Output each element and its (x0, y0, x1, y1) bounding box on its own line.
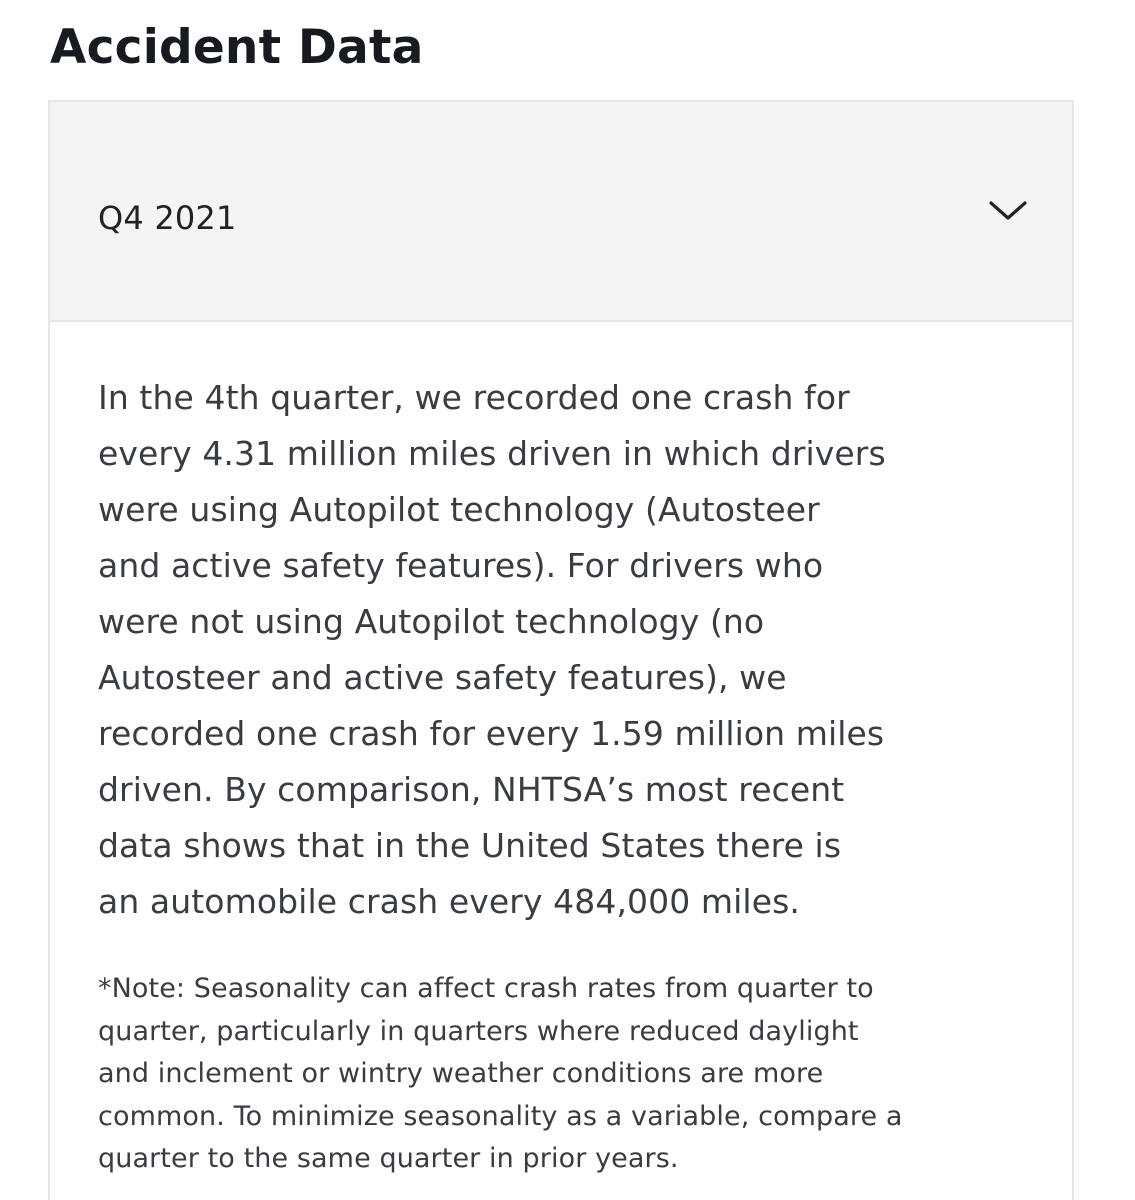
seasonality-note (98, 968, 1038, 1181)
paragraph-line: data shows that in the United States there is (98, 826, 842, 865)
quarter-select[interactable] (50, 102, 1072, 322)
paragraph-line: were using Autopilot technology (Autosteer (98, 490, 820, 529)
paragraph-line: and active safety features). For drivers who (98, 546, 824, 585)
note-line: quarter to the same quarter in prior years. (98, 1143, 679, 1174)
paragraph-line: recorded one crash for every 1.59 million miles (98, 714, 885, 753)
selected-quarter-label: Q4 2021 (98, 199, 237, 237)
paragraph-line: Autosteer and active safety features), we (98, 658, 787, 697)
page-title: Accident Data (50, 20, 424, 75)
paragraph-line: driven. By comparison, NHTSA’s most recent (98, 770, 845, 809)
note-line: common. To minimize seasonality as a variable, compare a (98, 1100, 903, 1132)
chevron-down-icon[interactable] (986, 194, 1030, 226)
quarter-accordion (48, 100, 1074, 1200)
paragraph-line: an automobile crash every 484,000 miles. (98, 882, 800, 921)
paragraph-line: In the 4th quarter, we recorded one crash for (98, 378, 850, 417)
accordion-body (98, 370, 1038, 1181)
paragraph-line: every 4.31 million miles driven in which drivers (98, 434, 886, 473)
note-line: *Note: Seasonality can affect crash rates from quarter to (98, 973, 874, 1004)
note-line: quarter, particularly in quarters where reduced daylight (98, 1015, 859, 1047)
crash-rate-paragraph (98, 370, 1038, 930)
note-line: and inclement or wintry weather conditions are more (98, 1058, 824, 1089)
paragraph-line: were not using Autopilot technology (no (98, 602, 765, 641)
